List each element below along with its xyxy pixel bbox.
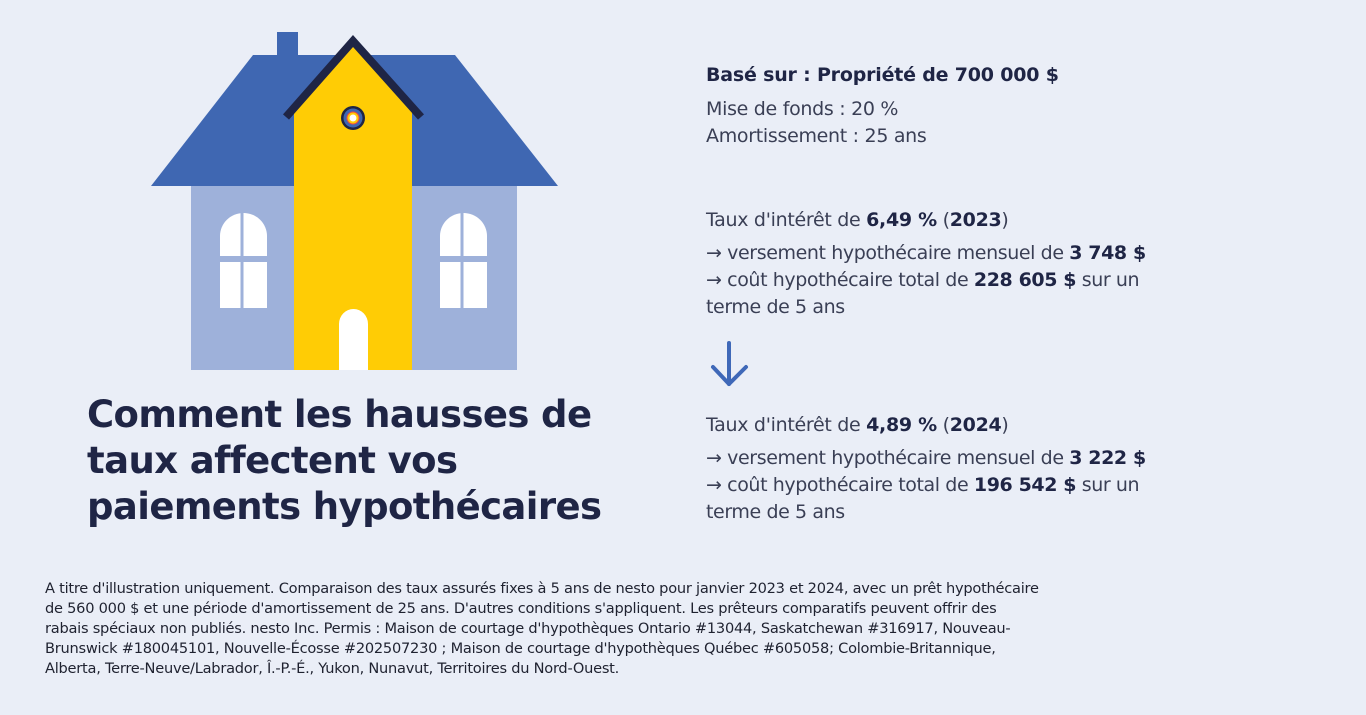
page-title xyxy=(87,392,687,530)
house-illustration xyxy=(0,0,600,380)
round-window-icon xyxy=(341,106,365,130)
rate-value: 4,89 % xyxy=(866,414,937,436)
down-payment: Mise de fonds : 20 % xyxy=(706,98,899,120)
monthly-amount: 3 748 $ xyxy=(1069,242,1146,264)
disclaimer-line: de 560 000 $ et une période d'amortissement de 25 ans. D'autres conditions s'appliquent. Les prêteurs comparatifs peuvent offrir des xyxy=(45,600,997,617)
amortization: Amortissement : 25 ans xyxy=(706,125,927,147)
disclaimer xyxy=(45,579,1335,679)
basis-title: Basé sur : Propriété de 700 000 $ xyxy=(706,64,1059,86)
title-line-2: taux affectent vos xyxy=(87,439,458,482)
term: terme de 5 ans xyxy=(706,501,845,523)
disclaimer-line: Alberta, Terre-Neuve/Labrador, Î.-P.-É., Yukon, Nunavut, Territoires du Nord-Ouest. xyxy=(45,660,620,677)
rate-block-2024 xyxy=(706,410,1346,526)
rate-year: 2023 xyxy=(949,209,1002,231)
monthly-payment: → versement hypothécaire mensuel de 3 748 $ xyxy=(706,242,1146,264)
title-line-3: paiements hypothécaires xyxy=(87,485,602,528)
basis-block xyxy=(706,60,1346,150)
arrow-down-icon xyxy=(706,338,754,390)
rate-block-2023 xyxy=(706,205,1346,321)
door xyxy=(339,309,368,370)
total-cost: → coût hypothécaire total de 196 542 $ sur un xyxy=(706,474,1140,496)
rate-year: 2024 xyxy=(949,414,1002,436)
total-cost: → coût hypothécaire total de 228 605 $ sur un xyxy=(706,269,1140,291)
rate-heading: Taux d'intérêt de 4,89 % (2024) xyxy=(706,414,1009,436)
rate-heading: Taux d'intérêt de 6,49 % (2023) xyxy=(706,209,1009,231)
disclaimer-line: A titre d'illustration uniquement. Comparaison des taux assurés fixes à 5 ans de nesto pour janvier 2023 et 2024, avec un prêt hypothécaire xyxy=(45,580,1039,597)
disclaimer-line: Brunswick #180045101, Nouvelle-Écosse #202507230 ; Maison de courtage d'hypothèques Québec #605058; Colombie-Britannique, xyxy=(45,640,996,657)
monthly-payment: → versement hypothécaire mensuel de 3 222 $ xyxy=(706,447,1146,469)
total-amount: 228 605 $ xyxy=(973,269,1077,291)
chimney xyxy=(277,32,298,57)
disclaimer-line: rabais spéciaux non publiés. nesto Inc. Permis : Maison de courtage d'hypothèques Ontario #13044, Saskatchewan #316917, Nouveau- xyxy=(45,620,1011,637)
total-amount: 196 542 $ xyxy=(973,474,1077,496)
rate-value: 6,49 % xyxy=(866,209,937,231)
title-line-1: Comment les hausses de xyxy=(87,393,592,436)
term: terme de 5 ans xyxy=(706,296,845,318)
monthly-amount: 3 222 $ xyxy=(1069,447,1146,469)
